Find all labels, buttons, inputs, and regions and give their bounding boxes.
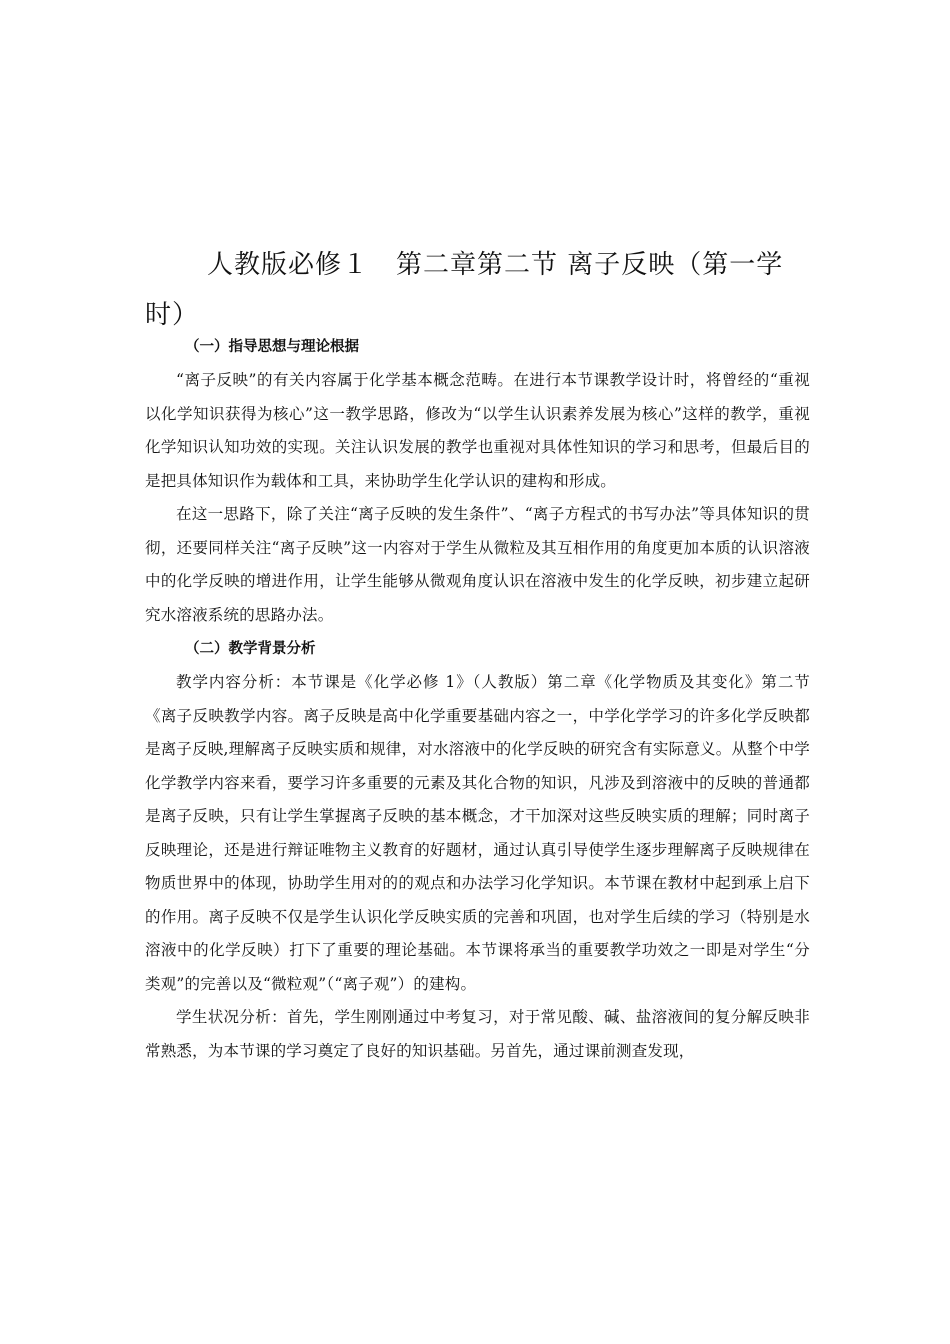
- paragraph: 教学内容分析：本节课是《化学必修 1》（人教版）第二章《化学物质及其变化》第二节《离子反映教学内容。离子反映是高中化学重要基础内容之一，中学化学学习的许多化学反映都是离子反映,理解离子反映实质和规律，对水溶液中的化学反映的研究含有实际意义。从整个中学化学教学内容来看，要学习许多重要的元素及其化合物的知识，凡涉及到溶液中的反映的普通都是离子反映，只有让学生掌握离子反映的基本概念，才干加深对这些反映实质的理解；同时离子反映理论，还是进行辩证唯物主义教育的好题材，通过认真引导使学生逐步理解离子反映规律在物质世界中的体现，协助学生用对的的观点和办法学习化学知识。本节课在教材中起到承上启下的作用。离子反映不仅是学生认识化学反映实质的完善和巩固，也对学生后续的学习（特别是水溶液中的化学反映）打下了重要的理论基础。本节课将承当的重要教学功效之一即是对学生“分类观”的完善以及“微粒观”（“离子观”）的建构。: [145, 673, 810, 993]
- paragraph: “离子反映”的有关内容属于化学基本概念范畴。在进行本节课教学设计时，将曾经的“重视以化学知识获得为核心”这一教学思路，修改为“以学生认识素养发展为核心”这样的教学，重视化学知识认知功效的实现。关注认识发展的教学也重视对具体性知识的学习和思考，但最后目的是把具体知识作为载体和工具，来协助学生化学认识的建构和形成。: [145, 371, 810, 490]
- section-guiding-ideas: [145, 330, 810, 632]
- section-heading: （二）教学背景分析: [185, 641, 316, 657]
- document-body: [145, 330, 810, 1068]
- paragraph: 在这一思路下，除了关注“离子反映的发生条件”、“离子方程式的书写办法”等具体知识的贯彻，还要同样关注“离子反映”这一内容对于学生从微粒及其互相作用的角度更加本质的认识溶液中的化学反映的增进作用，让学生能够从微观角度认识在溶液中发生的化学反映，初步建立起研究水溶液系统的思路办法。: [145, 505, 810, 624]
- section-heading: （一）指导思想与理论根据: [185, 339, 359, 355]
- section-teaching-background: [145, 632, 810, 1068]
- paragraph: 学生状况分析：首先，学生刚刚通过中考复习，对于常见酸、碱、盐溶液间的复分解反映非常熟悉，为本节课的学习奠定了良好的知识基础。另首先，通过课前测查发现，: [145, 1008, 810, 1060]
- document-title: 人教版必修１ 第二章第二节 离子反映（第一学时）: [145, 250, 784, 330]
